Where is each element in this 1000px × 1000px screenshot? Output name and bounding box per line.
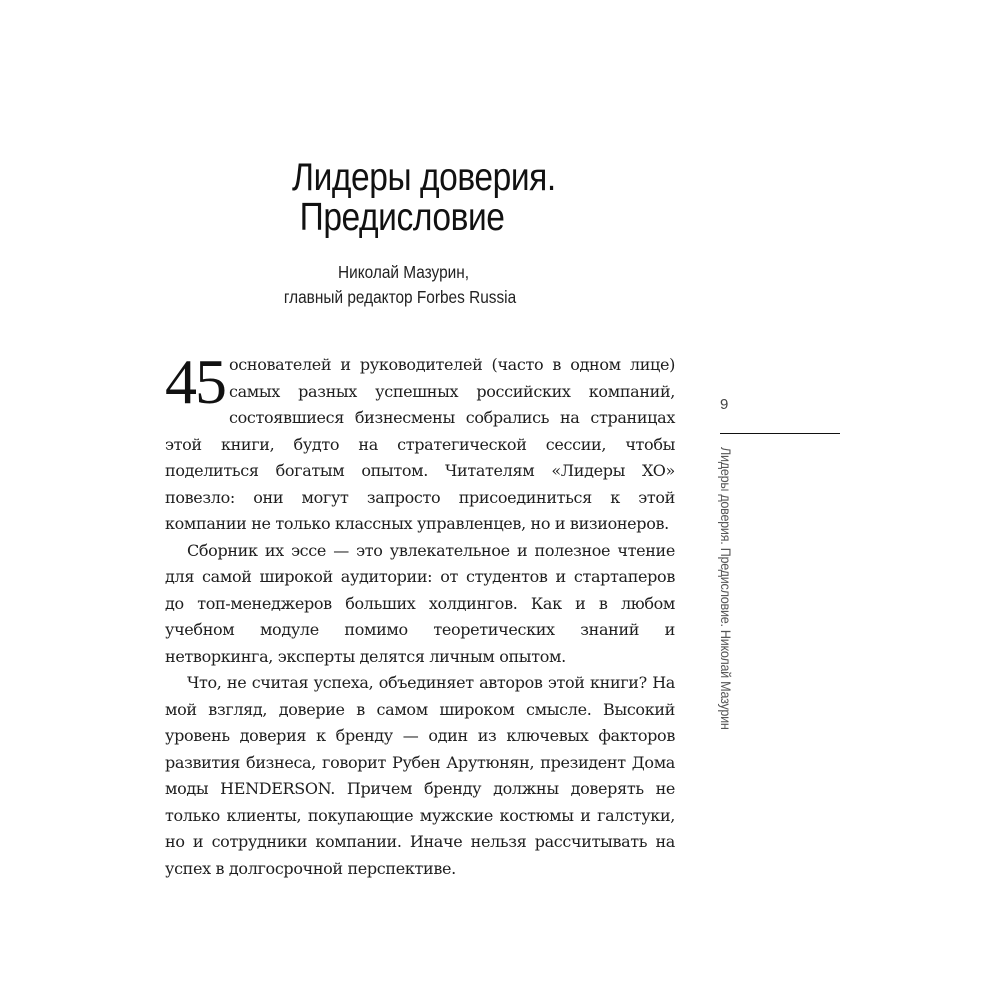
paragraph-1-text: основателей и руководителей (часто в одном лице) самых разных успешных российских компаний, состоявшиеся бизнесмены собрались на страницах этой книги, будто на стратегической сессии, чтобы поделиться богатым опытом. Читателям «Лидеры XO» повезло: они могут запросто присоединиться к этой компании не только классных управленцев, но и визионеров.	[165, 355, 675, 533]
running-head-text: Лидеры доверия. Предисловие. Николай Мазурин	[718, 447, 734, 730]
chapter-title-line-1: Лидеры доверия.	[292, 156, 556, 199]
running-head	[718, 447, 734, 761]
body-text	[165, 346, 675, 882]
paragraph-1	[165, 346, 675, 538]
paragraph-3: Что, не считая успеха, объединяет авторов этой книги? На мой взгляд, доверие в самом широком смысле. Высокий уровень доверия к бренду — один из ключевых факторов развития бизнеса, говорит Рубен Арутюнян, президент Дома моды HENDERSON. Причем бренду должны доверять не только клиенты, покупающие мужские костюмы и галстуки, но и сотрудники компании. Иначе нельзя рассчитывать на успех в долгосрочной перспективе.	[165, 673, 675, 878]
paragraph-2: Сборник их эссе — это увлекательное и полезное чтение для самой широкой аудитории: от студентов и стартаперов до топ-менеджеров больших холдингов. Как и в любом учебном модуле помимо теоретических знаний и нетворкинга, эксперты делятся личным опытом.	[165, 540, 675, 666]
page-number: 9	[720, 396, 729, 413]
drop-cap: 45	[165, 346, 225, 417]
author-attribution	[268, 260, 532, 310]
author-name: Николай Мазурин,	[337, 262, 470, 282]
author-role: главный редактор Forbes Russia	[283, 287, 517, 307]
chapter-title-line-2: Предисловие	[299, 196, 505, 239]
margin-rule	[720, 433, 840, 434]
chapter-header	[250, 156, 556, 310]
chapter-title	[292, 156, 556, 239]
